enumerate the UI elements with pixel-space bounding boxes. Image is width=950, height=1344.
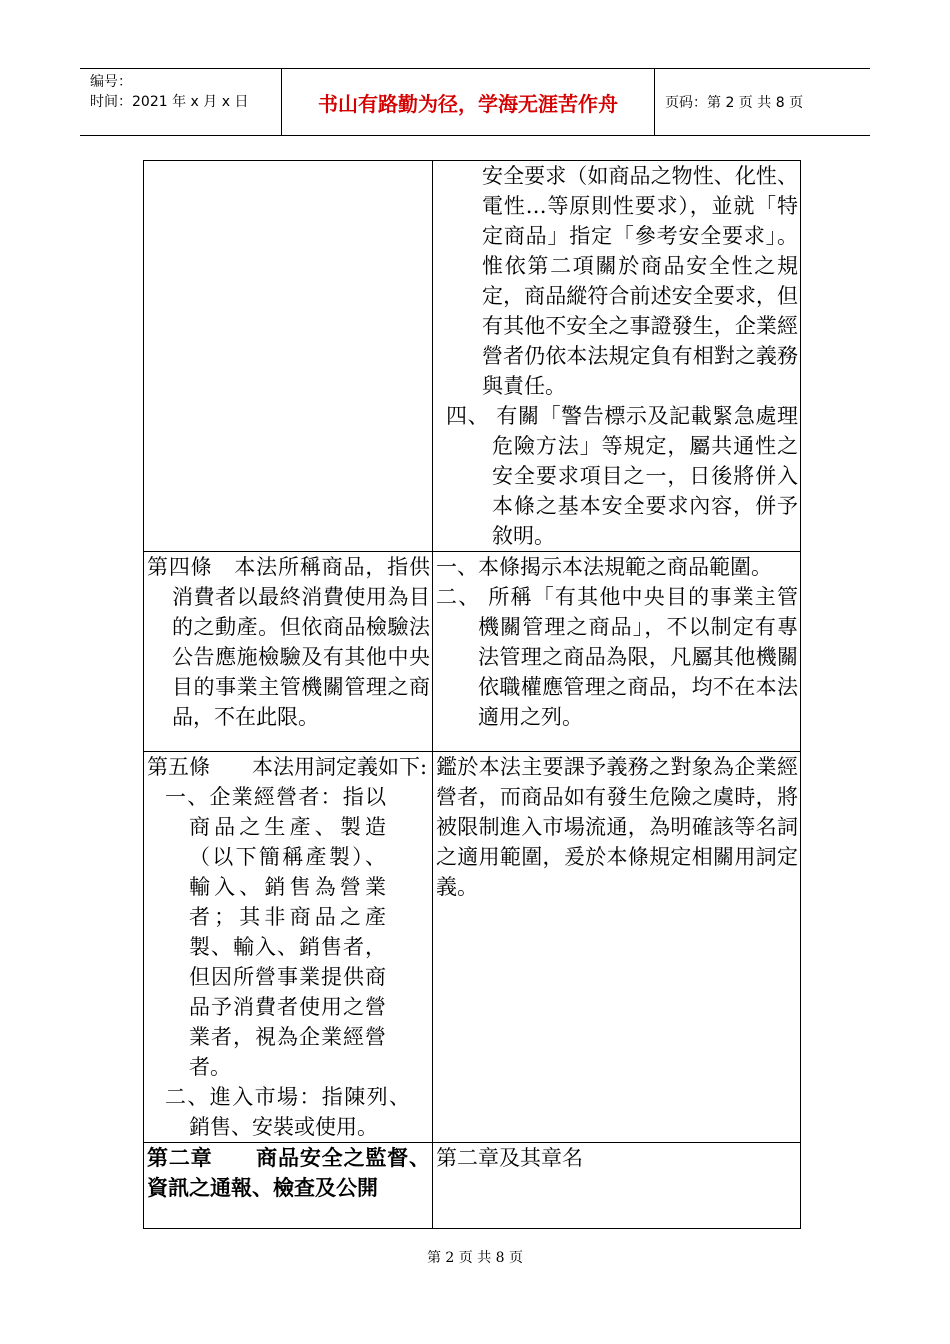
article-four-text: 第四條 本法所稱商品，指供消費者以最終消費使用為目的之動產。但依商品檢驗法公告應施檢驗及有其他中央目的事業主管機關管理之商品，不在此限。 bbox=[147, 555, 430, 729]
article-four bbox=[144, 552, 433, 752]
article-five-head: 第五條 本法用詞定義如下: bbox=[147, 755, 428, 779]
header-page-info: 页码：第 2 页 共 8 页 bbox=[665, 95, 804, 111]
time-label: 时间：2021 年 x 月 x 日 bbox=[90, 94, 249, 110]
item-four: 四、 有關「警告標示及記載緊急處理危險方法」等規定，屬共通性之安全要求項目之一，日後將併入本條之基本安全要求內容，併予敘明。 bbox=[446, 404, 798, 548]
chapter-two-explanation: 第二章及其章名 bbox=[433, 1143, 801, 1229]
explanation-item-one: 一、本條揭示本法規範之商品範圍。 bbox=[436, 555, 772, 579]
table-row bbox=[144, 552, 801, 752]
table-row bbox=[144, 161, 801, 552]
number-label: 编号： bbox=[90, 74, 132, 90]
item-three-continuation: 安全要求（如商品之物性、化性、電性…等原則性要求），並就「特定商品」指定「參考安全要求」。惟依第二項關於商品安全性之規定，商品縱符合前述安全要求，但有其他不安全之事證發生，企業經營者仍依本法規定負有相對之義務與責任。 bbox=[482, 164, 798, 398]
explanation-item-two: 二、 所稱「有其他中央目的事業主管機關管理之商品」，不以制定有專法管理之商品為限，凡屬其他機關依職權應管理之商品，均不在本法適用之列。 bbox=[436, 585, 798, 729]
table-row bbox=[144, 752, 801, 1143]
left-cell-empty bbox=[144, 161, 433, 552]
article-four-explanation bbox=[433, 552, 801, 752]
header-motto: 书山有路勤为径，学海无涯苦作舟 bbox=[282, 69, 655, 135]
chapter-two-title bbox=[144, 1143, 433, 1229]
law-comparison-table bbox=[143, 160, 801, 1229]
article-five bbox=[144, 752, 433, 1143]
header-meta bbox=[80, 69, 282, 135]
page-header bbox=[80, 68, 870, 136]
article-five-explanation: 鑑於本法主要課予義務之對象為企業經營者，而商品如有發生危險之虞時，將被限制進入市場流通，為明確該等名詞之適用範圍，爰於本條規定相關用詞定義。 bbox=[433, 752, 801, 1143]
table-row bbox=[144, 1143, 801, 1229]
chapter-two-text: 第二章 商品安全之監督、資訊之通報、檢查及公開 bbox=[147, 1145, 430, 1200]
definition-market-entry: 二、進入市場：指陳列、銷售、安裝或使用。 bbox=[165, 1085, 410, 1139]
page-footer: 第 2 页 共 8 页 bbox=[426, 1250, 524, 1266]
right-cell-explanation bbox=[433, 161, 801, 552]
definition-enterprise-operator: 一、企業經營者：指以商品之生產、製造（以下簡稱產製）、輸入、銷售為營業者；其非商品之產製、輸入、銷售者，但因所營事業提供商品予消費者使用之營業者，視為企業經營者。 bbox=[165, 785, 386, 1079]
